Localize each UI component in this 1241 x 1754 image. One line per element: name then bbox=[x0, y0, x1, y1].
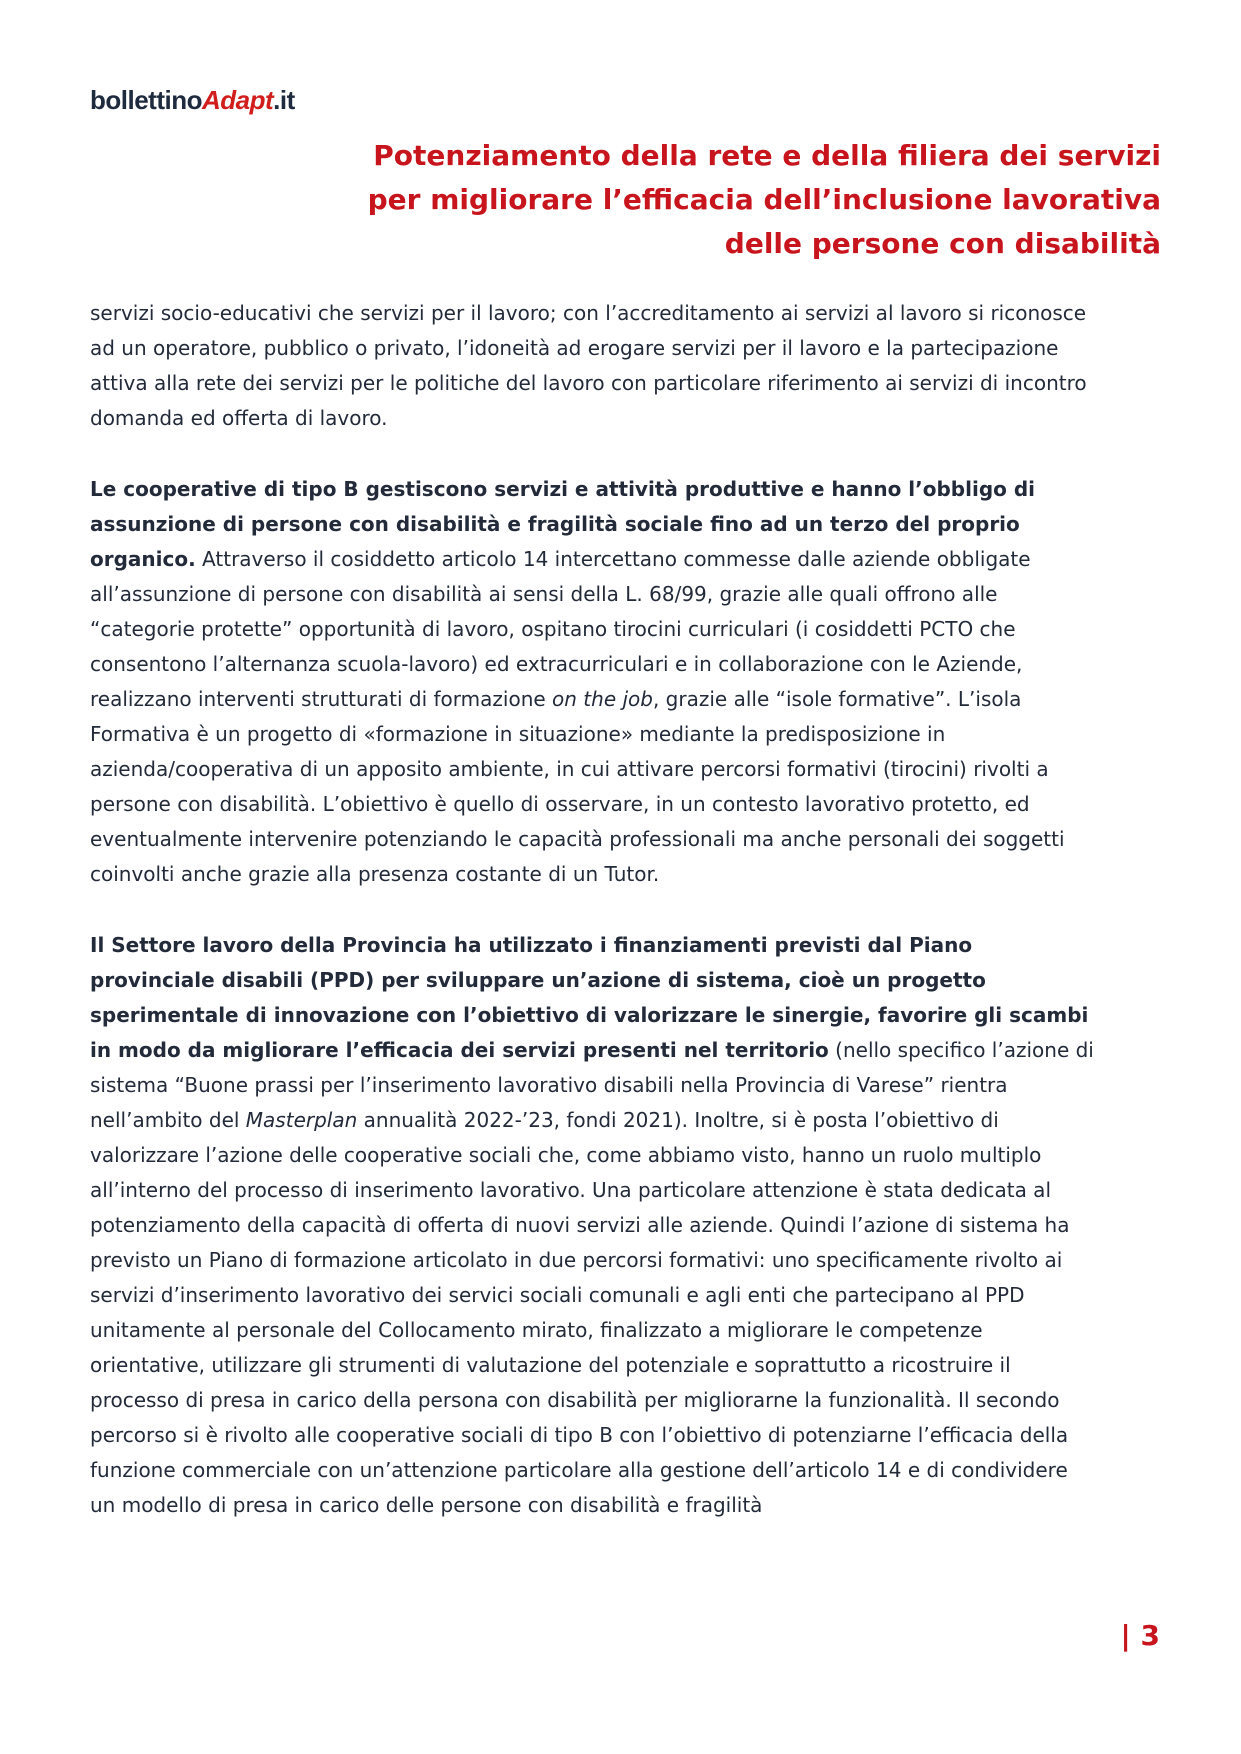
text-line bbox=[90, 998, 1170, 1033]
article-title-line: delle persone con disabilità bbox=[724, 227, 1161, 260]
text-run: azienda/cooperativa di un apposito ambiente, in cui attivare percorsi formativi (tirocini) rivolti a bbox=[90, 757, 1049, 781]
article-title-line: Potenziamento della rete e della filiera dei servizi bbox=[373, 139, 1161, 172]
text-run: sistema “Buone prassi per l’inserimento lavorativo disabili nella Provincia di Varese” rientra bbox=[90, 1073, 1008, 1097]
text-line bbox=[90, 507, 1170, 542]
italic-text: on the job bbox=[552, 687, 653, 711]
text-run: persone con disabilità. L’obiettivo è quello di osservare, in un contesto lavorativo protetto, ed bbox=[90, 792, 1030, 816]
text-line bbox=[90, 822, 1170, 857]
text-line bbox=[90, 1243, 1170, 1278]
text-run: (nello specifico l’azione di bbox=[828, 1038, 1094, 1062]
text-line bbox=[90, 717, 1170, 752]
text-line bbox=[90, 1173, 1170, 1208]
text-run: un modello di presa in carico delle persone con disabilità e fragilità bbox=[90, 1493, 763, 1517]
text-run: processo di presa in carico della persona con disabilità per migliorarne la funzionalità. Il secondo bbox=[90, 1388, 1060, 1412]
bold-text: sperimentale di innovazione con l’obiettivo di valorizzare le sinergie, favorire gli scambi bbox=[90, 1003, 1089, 1027]
text-line bbox=[90, 1488, 1170, 1523]
text-line bbox=[90, 296, 1170, 331]
text-line bbox=[90, 542, 1170, 577]
bold-text: Il Settore lavoro della Provincia ha utilizzato i finanziamenti previsti dal Piano bbox=[90, 933, 973, 957]
text-line bbox=[90, 1208, 1170, 1243]
text-line bbox=[90, 1068, 1170, 1103]
text-run: unitamente al personale del Collocamento mirato, finalizzato a migliorare le competenze bbox=[90, 1318, 983, 1342]
logo-text-bollettino: bollettino bbox=[90, 85, 202, 115]
text-line bbox=[90, 331, 1170, 366]
text-line bbox=[90, 472, 1170, 507]
text-line bbox=[90, 1418, 1170, 1453]
body-paragraph bbox=[90, 928, 1170, 1523]
text-run: Formativa è un progetto di «formazione in situazione» mediante la predisposizione in bbox=[90, 722, 946, 746]
text-line bbox=[90, 612, 1170, 647]
text-line bbox=[90, 787, 1170, 822]
body-paragraph bbox=[90, 472, 1170, 892]
text-run: servizi socio-educativi che servizi per il lavoro; con l’accreditamento ai servizi al lavoro si riconosce bbox=[90, 301, 1087, 325]
text-run: coinvolti anche grazie alla presenza costante di un Tutor. bbox=[90, 862, 660, 886]
text-run: realizzano interventi strutturati di formazione bbox=[90, 687, 553, 711]
text-line bbox=[90, 1033, 1170, 1068]
text-line bbox=[90, 1103, 1170, 1138]
text-run: domanda ed offerta di lavoro. bbox=[90, 406, 388, 430]
text-run: consentono l’alternanza scuola-lavoro) ed extracurriculari e in collaborazione con le Aziende, bbox=[90, 652, 1023, 676]
text-run: all’interno del processo di inserimento lavorativo. Una particolare attenzione è stata dedicata al bbox=[90, 1178, 1051, 1202]
text-line bbox=[90, 682, 1170, 717]
text-line bbox=[90, 1313, 1170, 1348]
text-run: percorso si è rivolto alle cooperative sociali di tipo B con l’obiettivo di potenziarne l’efficacia della bbox=[90, 1423, 1069, 1447]
logo-text-domain: .it bbox=[273, 85, 295, 115]
text-run: potenziamento della capacità di offerta di nuovi servizi alle aziende. Quindi l’azione di sistema ha bbox=[90, 1213, 1070, 1237]
italic-text: Masterplan bbox=[245, 1108, 358, 1132]
text-run: attiva alla rete dei servizi per le politiche del lavoro con particolare riferimento ai servizi di incontro bbox=[90, 371, 1087, 395]
bold-text: Le cooperative di tipo B gestiscono servizi e attività produttive e hanno l’obbligo di bbox=[90, 477, 1036, 501]
text-line bbox=[90, 647, 1170, 682]
text-line bbox=[90, 928, 1170, 963]
text-line bbox=[90, 1453, 1170, 1488]
text-line bbox=[90, 577, 1170, 612]
text-run: valorizzare l’azione delle cooperative sociali che, come abbiamo visto, hanno un ruolo multiplo bbox=[90, 1143, 1042, 1167]
text-line bbox=[90, 857, 1170, 892]
text-line bbox=[90, 1383, 1170, 1418]
text-run: nell’ambito del bbox=[90, 1108, 246, 1132]
body-paragraph bbox=[90, 296, 1170, 436]
logo-text-adapt: Adapt bbox=[201, 85, 274, 115]
text-run: ad un operatore, pubblico o privato, l’idoneità ad erogare servizi per il lavoro e la partecipazione bbox=[90, 336, 1059, 360]
bold-text: in modo da migliorare l’efficacia dei servizi presenti nel territorio bbox=[90, 1038, 829, 1062]
article-body bbox=[90, 296, 1170, 1523]
text-run: orientative, utilizzare gli strumenti di valutazione del potenziale e soprattutto a ricostruire il bbox=[90, 1353, 1011, 1377]
text-line bbox=[90, 752, 1170, 787]
text-line bbox=[90, 1348, 1170, 1383]
text-run: “categorie protette” opportunità di lavoro, ospitano tirocini curriculari (i cosiddetti PCTO che bbox=[90, 617, 1016, 641]
text-run: servizi d’inserimento lavorativo dei servici sociali comunali e agli enti che partecipano al PPD bbox=[90, 1283, 1025, 1307]
page-number: | 3 bbox=[1120, 1619, 1160, 1652]
text-run: all’assunzione di persone con disabilità ai sensi della L. 68/99, grazie alle quali offrono alle bbox=[90, 582, 998, 606]
text-run: eventualmente intervenire potenziando le capacità professionali ma anche personali dei soggetti bbox=[90, 827, 1065, 851]
text-line bbox=[90, 366, 1170, 401]
bold-text: provinciale disabili (PPD) per sviluppare un’azione di sistema, cioè un progetto bbox=[90, 968, 986, 992]
text-line bbox=[90, 1278, 1170, 1313]
text-run: , grazie alle “isole formative”. L’isola bbox=[652, 687, 1022, 711]
text-run: funzione commerciale con un’attenzione particolare alla gestione dell’articolo 14 e di condividere bbox=[90, 1458, 1068, 1482]
bold-text: organico. bbox=[90, 547, 196, 571]
site-logo bbox=[90, 84, 295, 116]
article-title bbox=[261, 134, 1161, 266]
text-run: annualità 2022-’23, fondi 2021). Inoltre, si è posta l’obiettivo di bbox=[357, 1108, 999, 1132]
text-run: previsto un Piano di formazione articolato in due percorsi formativi: uno specificamente rivolto ai bbox=[90, 1248, 1063, 1272]
article-title-line: per migliorare l’efficacia dell’inclusione lavorativa bbox=[367, 183, 1161, 216]
bold-text: assunzione di persone con disabilità e fragilità sociale fino ad un terzo del proprio bbox=[90, 512, 1020, 536]
text-run: Attraverso il cosiddetto articolo 14 intercettano commesse dalle aziende obbligate bbox=[195, 547, 1031, 571]
text-line bbox=[90, 1138, 1170, 1173]
text-line bbox=[90, 963, 1170, 998]
text-line bbox=[90, 401, 1170, 436]
